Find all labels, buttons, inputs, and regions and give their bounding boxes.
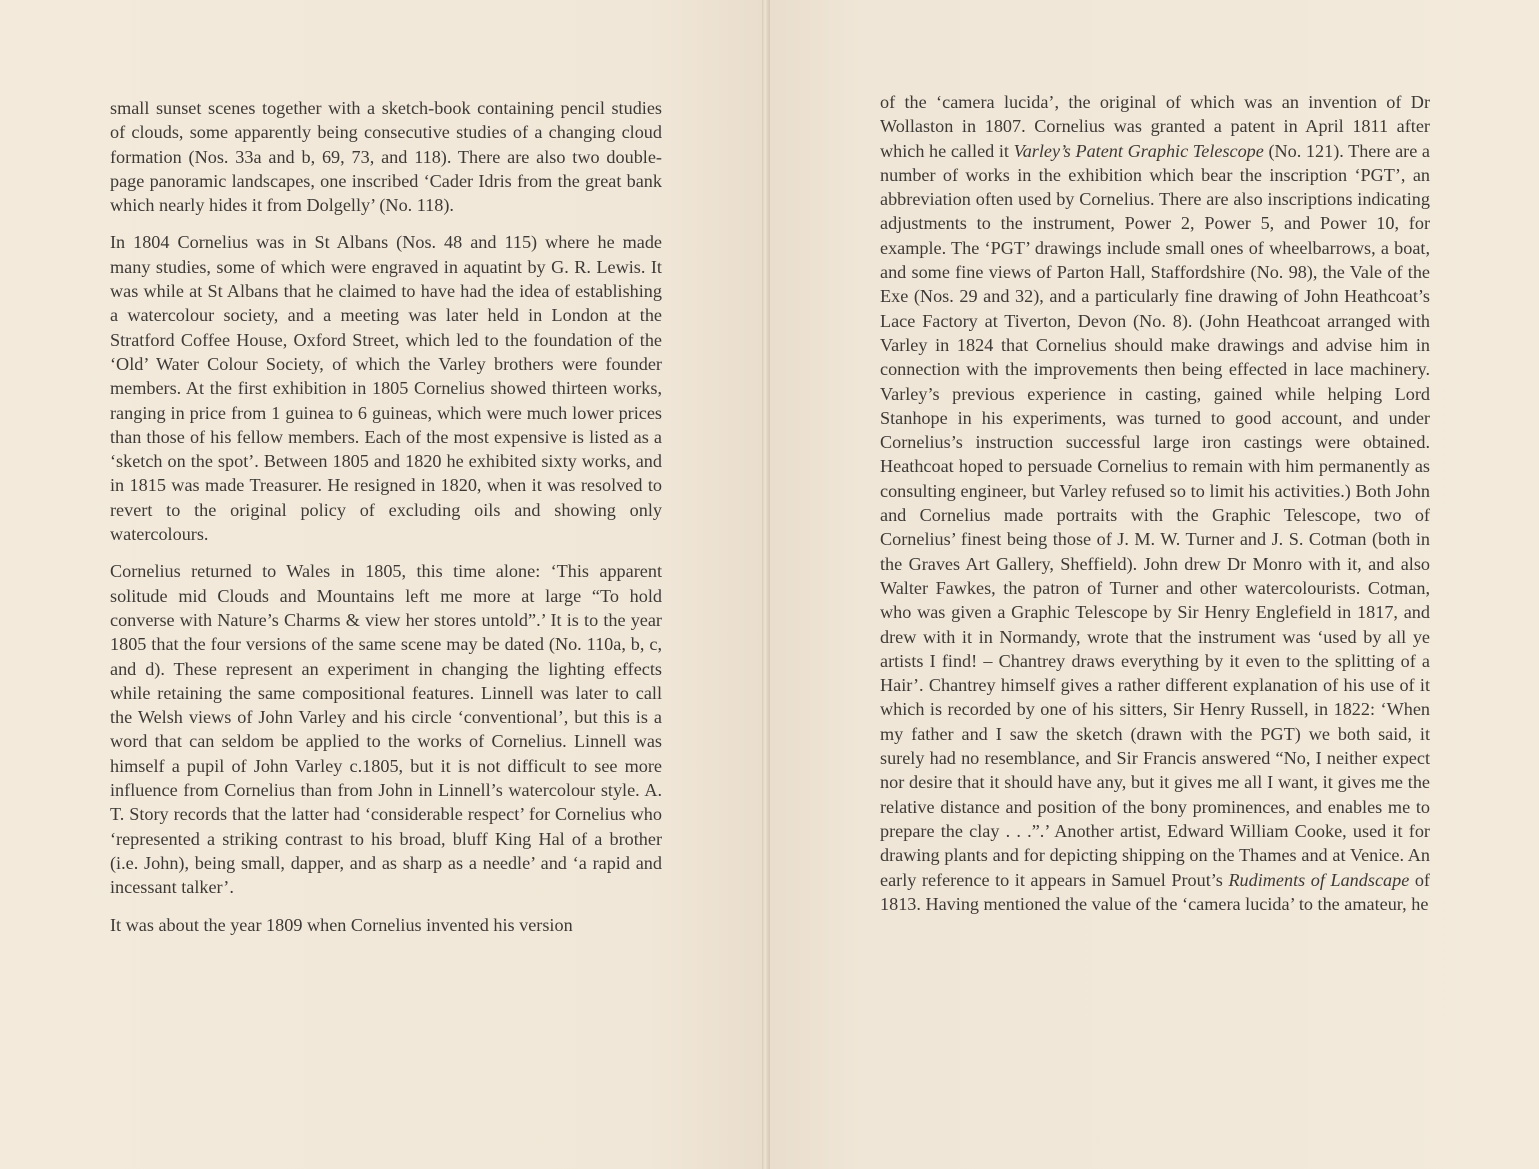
left-paragraph-2: In 1804 Cornelius was in St Albans (Nos. 48 and 115) where he made many studies, some of which were engraved in aquatint by G. R. Lewis. It was while at St Albans that he claimed to have had the idea of establishing a watercolour society, and a meeting was later held in London at the Stratford Coffee House, Oxford Street, which led to the foundation of the ‘Old’ Water Colour Society, of which the Varley brothers were founder members. At the first exhibition in 1805 Cornelius showed thirteen works, ranging in price from 1 guinea to 6 guineas, which were much lower prices than those of his fellow members. Each of the most expensive is listed as a ‘sketch on the spot’. Between 1805 and 1820 he exhibited sixty works, and in 1815 was made Treasurer. He resigned in 1820, when it was resolved to revert to the original policy of excluding oils and showing only watercolours. — [110, 232, 662, 545]
left-page-text — [110, 96, 662, 937]
patent-telescope-title: Varley’s Patent Graphic Telescope — [1013, 140, 1264, 161]
right-page — [770, 0, 1539, 1169]
left-paragraph-4: It was about the year 1809 when Cornelius invented his version — [110, 914, 573, 935]
left-paragraph-3: Cornelius returned to Wales in 1805, this time alone: ‘This apparent solitude mid Clouds and Mountains left me more at large “To hold converse with Nature’s Charms & view her stores untold”.’ It is to the year 1805 that the four versions of the same scene may be dated (No. 110a, b, c, and d). These represent an experiment in changing the lighting effects while retaining the same compositional features. Linnell was later to call the Welsh views of John Varley and his circle ‘conventional’, but this is a word that can seldom be applied to the works of Cornelius. Linnell was himself a pupil of John Varley c.1805, but it is not difficult to see more influence from Cornelius than from John in Linnell’s watercolour style. A. T. Story records that the latter had ‘considerable respect’ for Cornelius who ‘represented a striking contrast to his broad, bluff King Hal of a brother (i.e. John), being small, dapper, and as sharp as a needle’ and ‘a rapid and incessant talker’. — [110, 561, 662, 898]
book-gutter — [762, 0, 770, 1169]
right-text-part-c: of 1813. Having mentioned the value of the ‘camera lucida’ to the amateur, he — [880, 869, 1430, 914]
left-paragraph-1: small sunset scenes together with a sketch-book containing pencil studies of clouds, some apparently being consecutive studies of a changing cloud formation (Nos. 33a and b, 69, 73, and 118). There are also two double-page panoramic landscapes, one inscribed ‘Cader Idris from the great bank which nearly hides it from Dolgelly’ (No. 118). — [110, 98, 662, 216]
left-page — [0, 0, 762, 1169]
right-paragraph-1 — [880, 90, 1430, 916]
right-page-text — [880, 90, 1430, 916]
rudiments-book-title: Rudiments of Landscape — [1228, 869, 1410, 890]
right-text-part-a: of the ‘camera lucida’, the original of which was an invention of Dr Wollaston in 1807. Cornelius was granted a patent in April 1811 after which he called it — [880, 92, 1430, 161]
right-text-part-b: (No. 121). There are a number of works in the exhibition which bear the inscription ‘PGT’, an abbreviation often used by Cornelius. There are also inscriptions indicating adjustments to the instrument, Power 2, Power 5, and Power 10, for example. The ‘PGT’ drawings include small ones of wheelbarrows, a boat, and some fine views of Parton Hall, Staffordshire (No. 98), the Vale of the Exe (Nos. 29 and 32), and a particularly fine drawing of John Heathcoat’s Lace Factory at Tiverton, Devon (No. 8). (John Heathcoat arranged with Varley in 1824 that Cornelius should make drawings and advise him in connection with the improvements then being effected in lace machinery. Varley’s previous experience in casting, gained while helping Lord Stanhope in his experiments, was turned to good account, and under Cornelius’s instruction successful large iron castings were obtained. Heathcoat hoped to persuade Cornelius to remain with him permanently as consulting engineer, but Varley refused so to limit his activities.) Both John and Cornelius made portraits with the Graphic Telescope, two of Cornelius’ finest being those of J. M. W. Turner and J. S. Cotman (both in the Graves Art Gallery, Sheffield). John drew Dr Monro with it, and also Walter Fawkes, the patron of Turner and other watercolourists. Cotman, who was given a Graphic Telescope by Sir Henry Englefield in 1817, and drew with it in Normandy, wrote that the instrument was ‘used by all ye artists I find! – Chantrey draws everything by it even to the splitting of a Hair’. Chantrey himself gives a rather different explanation of his use of it which is recorded by one of his sitters, Sir Henry Russell, in 1822: ‘When my father and I saw the sketch (drawn with the PGT) we both said, it surely had no resemblance, and Sir Francis answered “No, I neither expect nor desire that it should have any, but it gives me all I want, it gives me the relative distance and position of the bony prominences, and enables me to prepare the clay . . .”.’ Another artist, Edward William Cooke, used it for drawing plants and for depicting shipping on the Thames and at Venice. An early reference to it appears in Samuel Prout’s — [880, 140, 1430, 890]
